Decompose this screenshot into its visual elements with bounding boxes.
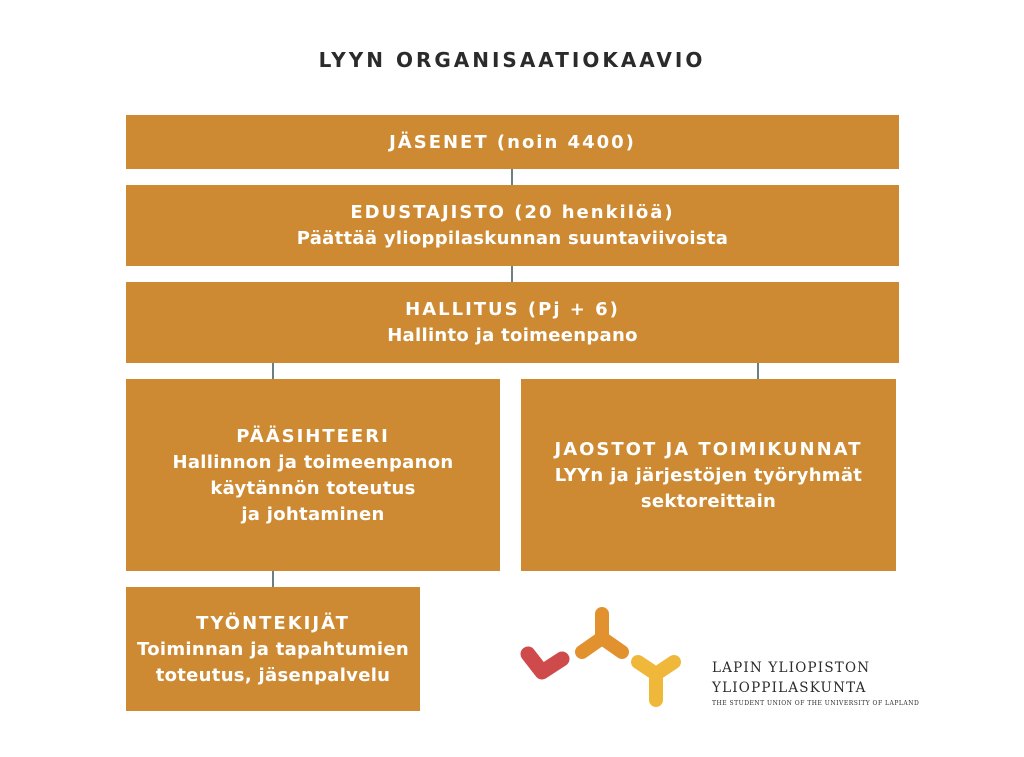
employees-box — [126, 587, 420, 711]
secretary-heading: PÄÄSIHTEERI — [236, 425, 390, 447]
union-wordmark — [712, 658, 919, 707]
committees-box — [521, 379, 896, 571]
assembly-heading: EDUSTAJISTO (20 henkilöä) — [350, 202, 675, 223]
logo-yellow-tripod-icon — [638, 662, 674, 700]
secretary-description-line-2: käytännön toteutus — [210, 477, 416, 499]
members-heading: JÄSENET (noin 4400) — [389, 131, 636, 153]
union-logo-icon — [518, 604, 698, 714]
board-box — [126, 282, 899, 363]
employees-description-line-2: toteutus, jäsenpalvelu — [155, 664, 391, 686]
employees-description-line-1: Toiminnan ja tapahtumien — [137, 638, 409, 660]
connector-secretary-employees — [272, 571, 274, 587]
connector-assembly-board — [511, 266, 513, 282]
secretary-description-line-1: Hallinnon ja toimeenpanon — [172, 451, 454, 473]
committees-description-line-2: sektoreittain — [640, 490, 777, 512]
employees-heading: TYÖNTEKIJÄT — [196, 612, 350, 634]
committees-description-line-1: LYYn ja järjestöjen työryhmät — [554, 464, 863, 486]
board-heading: HALLITUS (Pj + 6) — [405, 299, 620, 320]
wordmark-line-1: LAPIN YLIOPISTON — [712, 660, 871, 676]
board-description: Hallinto ja toimeenpano — [387, 325, 638, 346]
secretary-description-line-3: ja johtaminen — [241, 503, 385, 525]
assembly-box — [126, 185, 899, 266]
members-box — [126, 115, 899, 169]
secretary-box — [126, 379, 500, 571]
assembly-description: Päättää ylioppilaskunnan suuntaviivoista — [296, 228, 729, 249]
logo-red-chevron-icon — [528, 654, 562, 672]
wordmark-line-2: YLIOPPILASKUNTA — [712, 680, 867, 696]
committees-heading: JAOSTOT JA TOIMIKUNNAT — [554, 438, 863, 460]
connector-members-assembly — [511, 169, 513, 185]
wordmark-tagline: THE STUDENT UNION OF THE UNIVERSITY OF LAPLAND — [712, 700, 920, 707]
connector-board-committees — [757, 363, 759, 379]
chart-title: LYYN ORGANISAATIOKAAVIO — [318, 48, 706, 72]
logo-orange-tripod-icon — [582, 614, 622, 652]
connector-board-secretary — [272, 363, 274, 379]
